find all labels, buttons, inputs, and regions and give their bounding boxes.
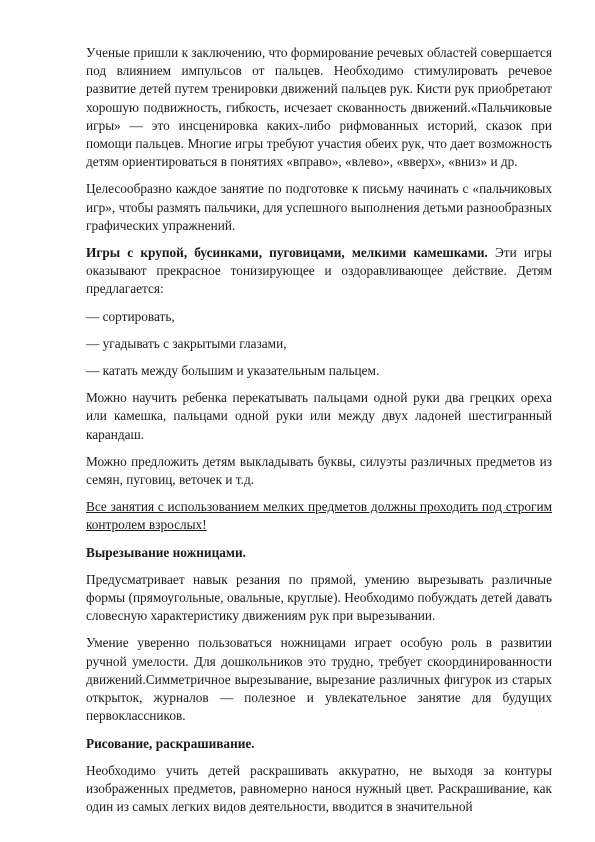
heading-cutting: Вырезывание ножницами. xyxy=(86,544,246,560)
document-page xyxy=(86,44,552,825)
paragraph-coloring: Необходимо учить детей раскрашивать аккуратно, не выходя за контуры изображенных предметов, равномерно нанося нужный цвет. Раскрашивание, как один из самых легких видов деятельности, вводится в значительной xyxy=(86,762,552,815)
paragraph-scissors-use: Умение уверенно пользоваться ножницами играет особую роль в развитии ручной умелости. Для дошкольников это трудно, требует скоординированности движений.Симметричное вырезывание, вырезание различных фигурок из старых открыток, журналов — полезное и увлекательное занятие для будущих первоклассников. xyxy=(86,635,552,724)
paragraph-letters-from-seeds: Можно предложить детям выкладывать буквы, силуэты различных предметов из семян, пуговиц, веточек и т.д. xyxy=(86,453,552,488)
list-item-sort: — сортировать, xyxy=(86,308,175,324)
paragraph-cutting-skills: Предусматривает навык резания по прямой, умению вырезывать различные формы (прямоугольные, овальные, круглые). Необходимо побуждать детей давать словесную характеристику движениям рук при вырезывании. xyxy=(86,571,552,624)
paragraph-games-with-grain xyxy=(86,244,552,299)
paragraph-walnuts: Можно научить ребенка перекатывать пальцами одной руки два грецких ореха или камешка, пальцами одной руки или между двух ладоней шестигранный карандаш. xyxy=(86,390,552,442)
heading-drawing: Рисование, раскрашивание. xyxy=(86,735,255,751)
list-item-roll: — катать между большим и указательным пальцем. xyxy=(86,363,380,379)
games-with-grain-heading: Игры с крупой, бусинками, пуговицами, мелкими камешками. xyxy=(86,245,488,261)
paragraph-speech-development: Ученые пришли к заключению, что формирование речевых областей совершается под влиянием импульсов от пальцев. Необходимо стимулировать речевое развитие детей путем тренировки движений пальцев рук. Кисти рук приобретают хорошую подвижность, гибкость, исчезает скованность движений.«Пальчиковые игры» — это инсценировка каких-либо рифмованных историй, сказок при помощи пальцев. Многие игры требуют участия обеих рук, что дает возможность детям ориентироваться в понятиях «вправо», «влево», «вверх», «вниз» и др. xyxy=(86,45,552,170)
paragraph-supervision-warning: Все занятия с использованием мелких предметов должны проходить под строгим контролем взрослых! xyxy=(86,499,552,533)
games-with-grain-text: Эти игры оказывают прекрасное тонизирующее и оздоравливающее действие. Детям предлагается: xyxy=(86,245,552,297)
paragraph-finger-games: Целесообразно каждое занятие по подготовке к письму начинать с «пальчиковых игр», чтобы размять пальчики, для успешного выполнения детьми разнообразных графических упражнений. xyxy=(86,181,552,233)
list-item-guess: — угадывать с закрытыми глазами, xyxy=(86,335,287,351)
